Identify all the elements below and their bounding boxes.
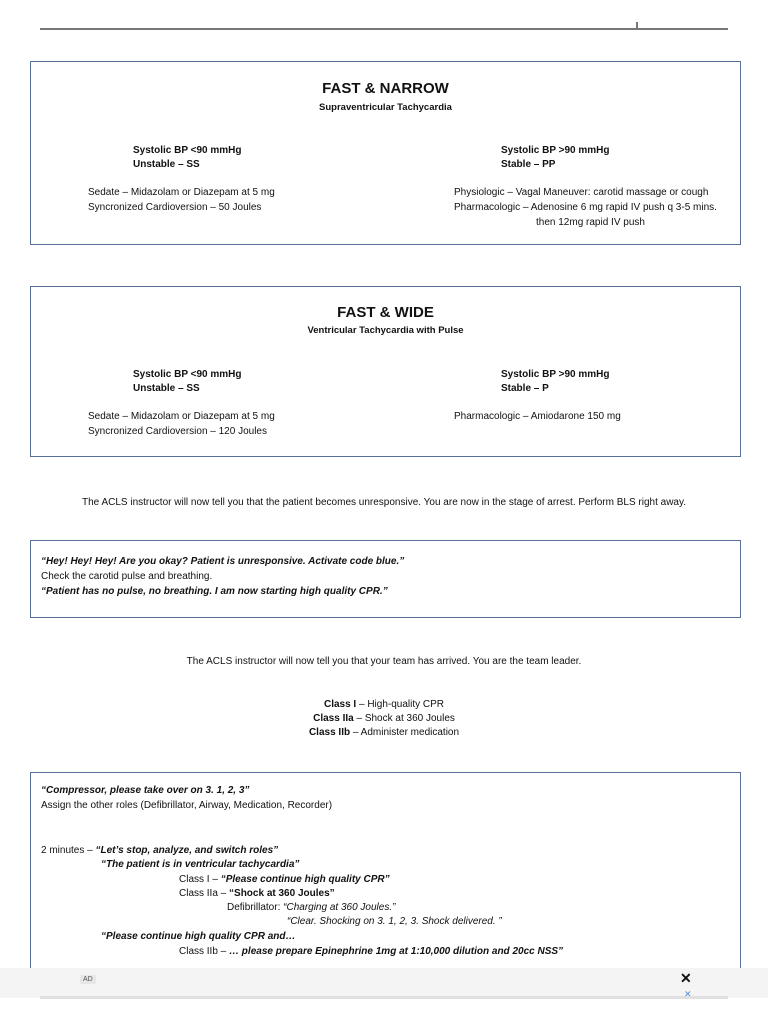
class-iib-label: Class IIb (308, 727, 351, 738)
team-intro: The ACLS instructor will now tell you that your team has arrived. You are the team leader. (186, 656, 582, 667)
team-line5 (179, 872, 390, 887)
fast-wide-left-line1: Sedate – Midazolam or Diazepam at 5 mg (88, 411, 275, 422)
team-line5-prefix: Class I – (179, 874, 221, 885)
team-line4: “The patient is in ventricular tachycardia” (101, 859, 300, 870)
fast-narrow-right-state: Stable – PP (501, 159, 556, 170)
team-line1: “Compressor, please take over on 3. 1, 2, 3” (41, 785, 250, 796)
fast-narrow-right-line3: then 12mg rapid IV push (536, 217, 645, 228)
fast-narrow-title: FAST & NARROW (322, 80, 449, 97)
team-line10-prefix: Class IIb – (179, 946, 230, 957)
fast-wide-box (30, 286, 741, 457)
ad-banner[interactable] (0, 968, 768, 998)
team-line8: “Clear. Shocking on 3. 1, 2, 3. Shock delivered. ” (287, 916, 502, 927)
fast-narrow-subtitle: Supraventricular Tachycardia (319, 102, 452, 113)
ad-banner-divider (40, 996, 728, 999)
bls-line1: “Hey! Hey! Hey! Are you okay? Patient is unresponsive. Activate code blue.” (41, 556, 405, 567)
fast-wide-left-bp: Systolic BP <90 mmHg (133, 369, 242, 380)
top-rule (40, 28, 728, 30)
fast-narrow-left-bp: Systolic BP <90 mmHg (133, 145, 242, 156)
fast-wide-right-state: Stable – P (501, 383, 549, 394)
fast-wide-subtitle: Ventricular Tachycardia with Pulse (307, 325, 464, 336)
team-line10-quote: … please prepare Epinephrine 1mg at 1:10,000 dilution and 20cc NSS” (229, 946, 564, 957)
class-i-line (0, 699, 768, 710)
bls-box (30, 540, 741, 618)
fast-wide-right-line1: Pharmacologic – Amiodarone 150 mg (454, 411, 621, 422)
fast-wide-left-line2: Syncronized Cardioversion – 120 Joules (88, 426, 267, 437)
class-i-label: Class I (323, 699, 357, 710)
fast-narrow-left-line2: Syncronized Cardioversion – 50 Joules (88, 202, 262, 213)
team-line2: Assign the other roles (Defibrillator, Airway, Medication, Recorder) (41, 800, 333, 811)
ad-label: AD (80, 975, 96, 984)
team-line5-quote: “Please continue high quality CPR” (220, 874, 390, 885)
class-iia-line (0, 713, 768, 724)
class-iia-label: Class IIa (313, 713, 354, 724)
fast-narrow-box (30, 61, 741, 245)
team-line9: “Please continue high quality CPR and… (101, 931, 296, 942)
close-icon[interactable]: ✕ (680, 970, 692, 986)
bls-line3: “Patient has no pulse, no breathing. I am now starting high quality CPR.” (41, 586, 388, 597)
fast-wide-right-bp: Systolic BP >90 mmHg (501, 369, 610, 380)
team-line10 (179, 944, 563, 959)
class-i-text: – High-quality CPR (356, 699, 445, 710)
fast-wide-title: FAST & WIDE (337, 304, 434, 321)
fast-narrow-left-line1: Sedate – Midazolam or Diazepam at 5 mg (88, 187, 275, 198)
class-iib-text: – Administer medication (350, 727, 460, 738)
team-line3 (41, 843, 278, 858)
team-line7-quote: “Charging at 360 Joules.” (283, 902, 396, 913)
class-iia-text: – Shock at 360 Joules (353, 713, 455, 724)
bls-line2: Check the carotid pulse and breathing. (41, 571, 213, 582)
team-line3-prefix: 2 minutes – (41, 845, 96, 856)
fast-wide-left-state: Unstable – SS (133, 383, 200, 394)
top-rule-mark (636, 22, 638, 29)
team-box (30, 772, 741, 972)
fast-narrow-left-state: Unstable – SS (133, 159, 200, 170)
fast-narrow-right-line1: Physiologic – Vagal Maneuver: carotid massage or cough (454, 187, 709, 198)
team-line7-prefix: Defibrillator: (227, 902, 284, 913)
team-line3-quote: “Let’s stop, analyze, and switch roles” (95, 845, 279, 856)
team-line6-prefix: Class IIa – (179, 888, 230, 899)
arrest-intro: The ACLS instructor will now tell you that the patient becomes unresponsive. You are now in the stage of arrest. Perform BLS right away. (81, 497, 687, 508)
team-line6-quote: “Shock at 360 Joules” (229, 888, 335, 899)
team-line6 (179, 886, 335, 901)
fast-narrow-right-line2: Pharmacologic – Adenosine 6 mg rapid IV push q 3-5 mins. (454, 202, 717, 213)
team-line7 (227, 900, 395, 915)
ad-choices-close-icon[interactable]: ✕ (684, 989, 692, 999)
class-iib-line (0, 727, 768, 738)
fast-narrow-right-bp: Systolic BP >90 mmHg (501, 145, 610, 156)
